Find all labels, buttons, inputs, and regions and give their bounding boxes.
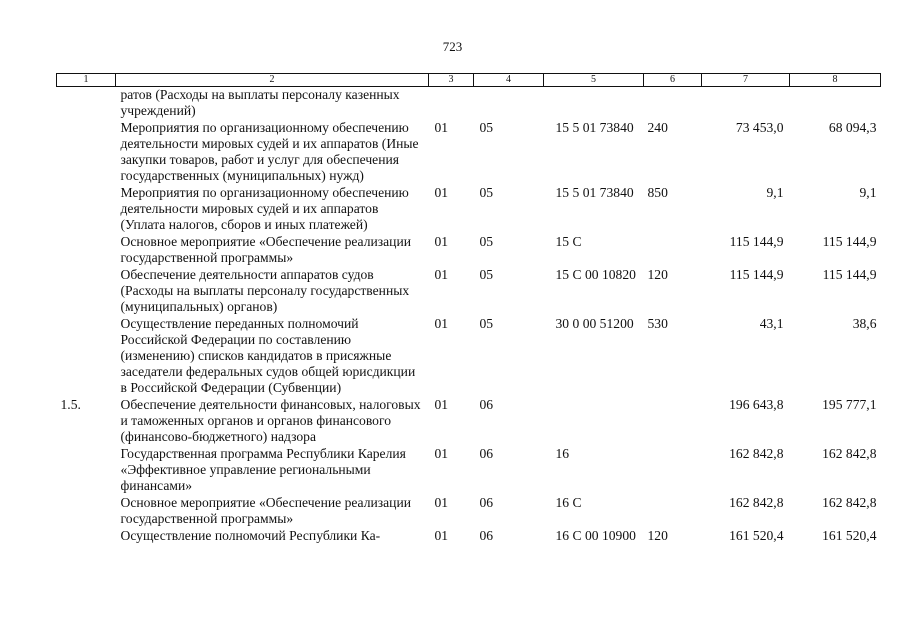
- subsection-code: 05: [479, 234, 494, 249]
- amount-column-7: 162 842,8: [729, 446, 784, 461]
- row-number: [57, 528, 116, 545]
- page-number: 723: [442, 39, 463, 54]
- row-number: [57, 234, 116, 267]
- amount-column-7: [702, 87, 790, 121]
- subsection-code: 05: [479, 316, 494, 331]
- target-article: 16: [555, 446, 570, 461]
- table-row: [57, 234, 881, 267]
- row-name: Государственная программа Республики Карелия «Эффективное управление региональными финансами»: [120, 446, 406, 493]
- expense-type: [644, 234, 702, 267]
- amount-column-7: 196 643,8: [729, 397, 784, 412]
- table-row: [57, 120, 881, 185]
- row-number: [57, 267, 116, 316]
- amount-column-7: 73 453,0: [735, 120, 784, 135]
- row-name: Мероприятия по организационному обеспечению деятельности мировых судей и их аппаратов (Иные закупки товаров, работ и услуг для обеспечения государственных (муниципальных) нужд): [120, 120, 419, 183]
- amount-column-8: 38,6: [852, 316, 877, 331]
- column-header: 1: [57, 74, 116, 87]
- row-name: Обеспечение деятельности аппаратов судов (Расходы на выплаты персоналу государственных (муниципальных) органов): [120, 267, 410, 314]
- table-row: [57, 528, 881, 545]
- expense-type: 120: [647, 528, 668, 543]
- target-article: [544, 397, 644, 446]
- amount-column-8: 115 144,9: [822, 234, 877, 249]
- expense-type: [644, 397, 702, 446]
- section-code: 01: [434, 185, 449, 200]
- column-header: 8: [790, 74, 881, 87]
- subsection-code: 06: [479, 446, 494, 461]
- subsection-code: [474, 87, 544, 121]
- column-header: 2: [116, 74, 429, 87]
- target-article: 15 5 01 73840: [555, 185, 634, 200]
- subsection-code: 06: [479, 495, 494, 510]
- amount-column-8: 115 144,9: [822, 267, 877, 282]
- row-number: [57, 495, 116, 528]
- row-name: Основное мероприятие «Обеспечение реализации государственной программы»: [120, 234, 412, 265]
- row-number: 1.5.: [60, 397, 81, 412]
- target-article: 15 С 00 10820: [555, 267, 636, 282]
- table-row: [57, 185, 881, 234]
- amount-column-8: 161 520,4: [822, 528, 877, 543]
- section-code: 01: [434, 234, 449, 249]
- column-header: 4: [474, 74, 544, 87]
- row-number: [57, 120, 116, 185]
- budget-table: [56, 73, 881, 545]
- row-name: Осуществление полномочий Республики Ка-: [120, 528, 381, 543]
- amount-column-8: [790, 87, 881, 121]
- target-article: [544, 87, 644, 121]
- subsection-code: 05: [479, 185, 494, 200]
- table-row: [57, 316, 881, 397]
- target-article: 15 5 01 73840: [555, 120, 634, 135]
- target-article: 16 С: [555, 495, 582, 510]
- column-header: 7: [702, 74, 790, 87]
- table-body: [57, 87, 881, 546]
- table-row: [57, 397, 881, 446]
- section-code: 01: [434, 120, 449, 135]
- column-header: 6: [644, 74, 702, 87]
- expense-type: 120: [647, 267, 668, 282]
- amount-column-8: 9,1: [859, 185, 877, 200]
- row-number: [57, 316, 116, 397]
- subsection-code: 05: [479, 120, 494, 135]
- table-row: [57, 495, 881, 528]
- amount-column-8: 162 842,8: [822, 446, 877, 461]
- row-number: [57, 87, 116, 121]
- row-number: [57, 185, 116, 234]
- section-code: [429, 87, 474, 121]
- table-header-row: [57, 74, 881, 87]
- amount-column-8: 162 842,8: [822, 495, 877, 510]
- expense-type: 850: [647, 185, 668, 200]
- amount-column-7: 161 520,4: [729, 528, 784, 543]
- column-header: 5: [544, 74, 644, 87]
- amount-column-8: 68 094,3: [828, 120, 877, 135]
- section-code: 01: [434, 267, 449, 282]
- section-code: 01: [434, 397, 449, 412]
- section-code: 01: [434, 446, 449, 461]
- expense-type: 240: [647, 120, 668, 135]
- column-header: 3: [429, 74, 474, 87]
- row-name: Мероприятия по организационному обеспечению деятельности мировых судей и их аппаратов (Уплата налогов, сборов и иных платежей): [120, 185, 409, 232]
- expense-type: 530: [647, 316, 668, 331]
- table-row: [57, 87, 881, 121]
- subsection-code: 06: [479, 528, 494, 543]
- expense-type: [644, 495, 702, 528]
- expense-type: [644, 87, 702, 121]
- section-code: 01: [434, 495, 449, 510]
- amount-column-7: 43,1: [759, 316, 784, 331]
- target-article: 16 С 00 10900: [555, 528, 636, 543]
- amount-column-7: 162 842,8: [729, 495, 784, 510]
- subsection-code: 06: [479, 397, 494, 412]
- table-row: [57, 267, 881, 316]
- amount-column-7: 115 144,9: [729, 234, 784, 249]
- row-name: Основное мероприятие «Обеспечение реализации государственной программы»: [120, 495, 412, 526]
- target-article: 15 С: [555, 234, 582, 249]
- amount-column-8: 195 777,1: [822, 397, 877, 412]
- row-name: Осуществление переданных полномочий Российской Федерации по составлению (изменению) списков кандидатов в присяжные заседатели федеральных судов общей юрисдикции в Российской Федерации (Субвенции): [120, 316, 416, 395]
- target-article: 30 0 00 51200: [555, 316, 634, 331]
- subsection-code: 05: [479, 267, 494, 282]
- table-row: [57, 446, 881, 495]
- row-name: Обеспечение деятельности финансовых, налоговых и таможенных органов и органов финансового (финансово-бюджетного) надзора: [120, 397, 421, 444]
- expense-type: [644, 446, 702, 495]
- row-name: ратов (Расходы на выплаты персоналу казенных учреждений): [120, 87, 400, 118]
- section-code: 01: [434, 316, 449, 331]
- row-number: [57, 446, 116, 495]
- section-code: 01: [434, 528, 449, 543]
- amount-column-7: 115 144,9: [729, 267, 784, 282]
- amount-column-7: 9,1: [766, 185, 784, 200]
